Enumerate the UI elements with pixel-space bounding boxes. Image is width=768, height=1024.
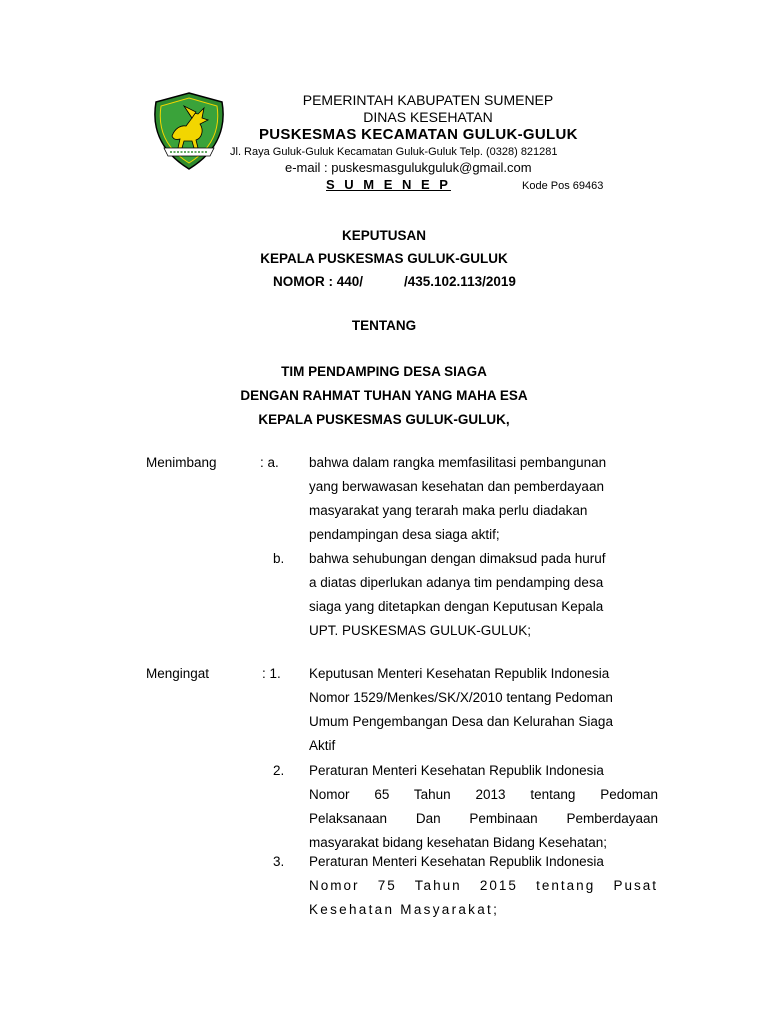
text-line: Peraturan Menteri Kesehatan Republik Indonesia [309,854,604,869]
mengingat-item-2 [309,759,658,855]
mengingat-item-1 [309,662,658,758]
doc-subject: TIM PENDAMPING DESA SIAGA [281,364,487,379]
header-address: Jl. Raya Guluk-Guluk Kecamatan Guluk-Guluk Telp. (0328) 821281 [230,146,558,158]
pegasus-shield-emblem-icon [148,90,230,172]
header-institution-line: PUSKESMAS KECAMATAN GULUK-GULUK [259,126,578,143]
doc-title-tentang: TENTANG [351,318,417,333]
text-line: Kesehatan Masyarakat; [309,902,500,917]
text-line: Nomor 1529/Menkes/SK/X/2010 tentang Pedoman [309,690,613,705]
mengingat-item-3 [309,850,658,922]
doc-rahmat-line: DENGAN RAHMAT TUHAN YANG MAHA ESA [240,388,528,403]
section-label-menimbang: Menimbang [146,455,217,470]
text-line: bahwa dalam rangka memfasilitasi pembangunan [309,455,607,470]
header-postal-code: Kode Pos 69463 [522,180,604,192]
item-marker: 2. [273,763,285,778]
text-line: Aktif [309,738,336,753]
section-label-mengingat: Mengingat [146,666,210,681]
doc-number-prefix: NOMOR : 440/ [273,274,364,289]
text-line: Nomor 65 Tahun 2013 tentang Pedoman [309,787,658,802]
item-marker: 3. [273,854,285,869]
text-line: masyarakat yang terarah maka perlu diadakan [309,503,588,518]
header-department-line: DINAS KESEHATAN [363,109,493,125]
item-marker: b. [273,551,285,566]
text-line: siaga yang ditetapkan dengan Keputusan Kepala [309,599,604,614]
item-marker: : a. [260,455,279,470]
header-city: S U M E N E P [326,177,451,192]
text-line: Nomor 75 Tahun 2015 tentang Pusat [309,878,658,893]
item-marker: : 1. [262,666,281,681]
menimbang-item-b [309,547,658,643]
text-line: pendampingan desa siaga aktif; [309,527,500,542]
text-line: a diatas diperlukan adanya tim pendamping desa [309,575,604,590]
doc-title-keputusan: KEPUTUSAN [341,228,426,243]
text-line: Keputusan Menteri Kesehatan Republik Indonesia [309,666,610,681]
text-line: masyarakat bidang kesehatan Bidang Kesehatan; [309,835,607,850]
text-line: yang berwawasan kesehatan dan pemberdayaan [309,479,604,494]
doc-number-suffix: /435.102.113/2019 [404,274,516,289]
menimbang-item-a [309,451,658,547]
text-line: Peraturan Menteri Kesehatan Republik Indonesia [309,763,604,778]
doc-title-kepala: KEPALA PUSKESMAS GULUK-GULUK [260,251,508,266]
doc-kepala-line: KEPALA PUSKESMAS GULUK-GULUK, [258,412,510,427]
text-line: Umum Pengembangan Desa dan Kelurahan Siaga [309,714,613,729]
text-line: bahwa sehubungan dengan dimaksud pada huruf [309,551,606,566]
text-line: UPT. PUSKESMAS GULUK-GULUK; [309,623,532,638]
header-email: e-mail : puskesmasgulukguluk@gmail.com [285,160,532,175]
header-government-line: PEMERINTAH KABUPATEN SUMENEP [302,92,554,108]
text-line: Pelaksanaan Dan Pembinaan Pemberdayaan [309,811,658,826]
